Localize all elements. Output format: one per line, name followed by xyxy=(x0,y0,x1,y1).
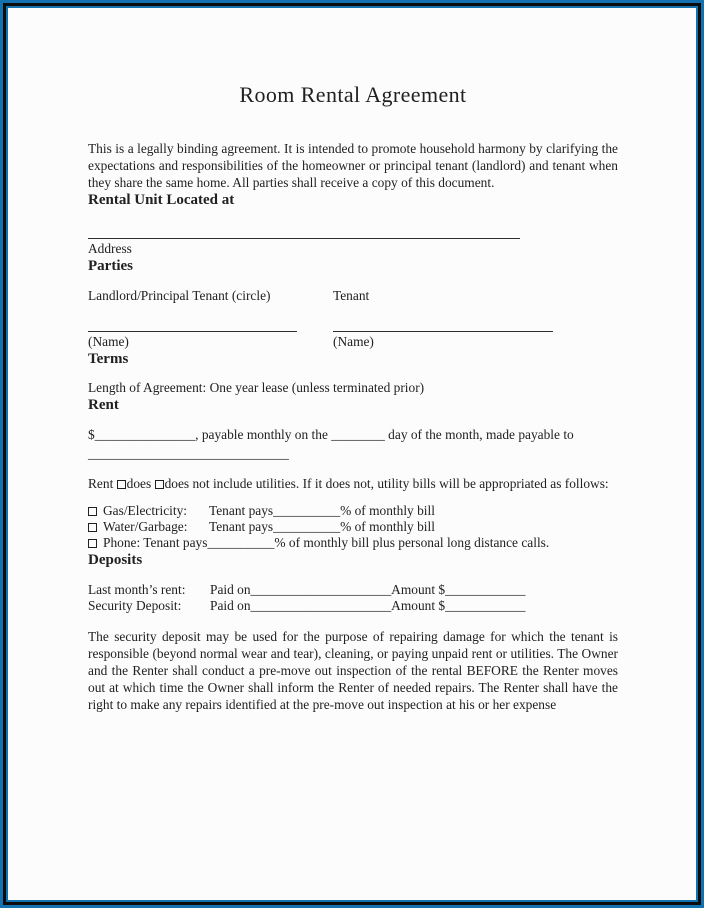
deposit-label: Security Deposit: xyxy=(88,598,182,613)
paid-on-text: Paid on xyxy=(210,582,251,597)
section-heading-deposits: Deposits xyxy=(88,552,143,568)
rent-amount-line xyxy=(88,426,618,443)
section-heading-terms: Terms xyxy=(88,351,129,367)
amount-blank: ____________ xyxy=(445,582,526,597)
paid-on-text: Paid on xyxy=(210,598,251,613)
amount-text: Amount $ xyxy=(391,598,446,613)
utility-row-water-garbage xyxy=(88,519,618,535)
document-title: Room Rental Agreement xyxy=(239,82,467,107)
rent-payee-blank-line: ______________________________ xyxy=(88,446,289,461)
percent-blank: __________ xyxy=(207,535,275,550)
rent-payable-text-1: , payable monthly on the xyxy=(195,427,332,442)
amount-text: Amount $ xyxy=(391,582,446,597)
does-option-label: does xyxy=(126,476,152,491)
deposit-row-security-deposit xyxy=(88,598,618,614)
deposit-label: Last month’s rent: xyxy=(88,582,186,597)
address-blank-line xyxy=(88,238,520,239)
tenant-name-blank-line xyxy=(333,331,553,332)
percent-suffix-text: % of monthly bill xyxy=(340,519,435,534)
section-heading-parties: Parties xyxy=(88,258,133,274)
length-of-agreement-text: Length of Agreement: One year lease (unless terminated prior) xyxy=(88,380,425,395)
amount-blank: ____________ xyxy=(445,598,526,613)
checkbox-phone-icon xyxy=(88,539,97,548)
tenant-pays-text: Tenant pays xyxy=(209,503,274,518)
paid-on-blank: _____________________ xyxy=(250,582,392,597)
tenant-label: Tenant xyxy=(333,288,370,303)
percent-suffix-text: % of monthly bill plus personal long distance calls. xyxy=(274,535,550,550)
landlord-name-blank-line xyxy=(88,331,297,332)
utility-row-phone xyxy=(88,535,618,551)
address-label: Address xyxy=(88,241,132,256)
utilities-intro-paragraph xyxy=(88,475,618,492)
utility-label: Gas/Electricity: xyxy=(103,503,188,518)
checkbox-gas-electricity-icon xyxy=(88,507,97,516)
section-heading-rental-unit: Rental Unit Located at xyxy=(88,192,235,208)
section-heading-rent: Rent xyxy=(88,397,119,413)
parties-columns xyxy=(88,288,618,350)
intro-paragraph: This is a legally binding agreement. It is intended to promote household harmony by clarifying the expectations and responsibilities of the homeowner or principal tenant (landlord) and tenant when they share the same home. All parties shall receive a copy of this document. xyxy=(88,141,618,190)
does-not-option-label: does not xyxy=(164,476,210,491)
deposits-list xyxy=(88,582,618,614)
utilities-intro-suffix: include utilities. If it does not, utility bills will be appropriated as follows: xyxy=(212,476,609,491)
tenant-column xyxy=(333,288,618,350)
rent-day-blank: ________ xyxy=(331,427,385,442)
tenant-name-label: (Name) xyxy=(333,334,374,349)
page-border-inner xyxy=(6,6,698,902)
percent-blank: __________ xyxy=(273,519,341,534)
security-deposit-paragraph: The security deposit may be used for the purpose of repairing damage for which the tenant is responsible (beyond normal wear and tear), cleaning, or paying unpaid rent or utilities. The Owner and the Renter shall conduct a pre-move out inspection of the rental BEFORE the Renter moves out at which time the Owner shall inform the Renter of needed repairs. The Renter shall have the right to make any repairs identified at the pre-move out inspection at his or her expense xyxy=(88,629,618,712)
deposit-row-last-months-rent xyxy=(88,582,618,598)
rent-payable-text-2: day of the month, made payable to xyxy=(384,427,574,442)
rent-amount-blank: _______________ xyxy=(94,427,196,442)
percent-suffix-text: % of monthly bill xyxy=(340,503,435,518)
utility-label: Water/Garbage: xyxy=(103,519,188,534)
landlord-column xyxy=(88,288,333,350)
tenant-pays-text: Tenant pays xyxy=(209,519,274,534)
landlord-label: Landlord/Principal Tenant (circle) xyxy=(88,288,271,303)
checkbox-does-icon xyxy=(117,480,126,489)
landlord-name-label: (Name) xyxy=(88,334,129,349)
paid-on-blank: _____________________ xyxy=(250,598,392,613)
checkbox-water-garbage-icon xyxy=(88,523,97,532)
page-border-black xyxy=(3,3,701,905)
rent-dollar-sign: $ xyxy=(88,427,95,442)
checkbox-does-not-icon xyxy=(155,480,164,489)
document-page xyxy=(8,8,696,900)
percent-blank: __________ xyxy=(273,503,341,518)
phone-label: Phone: Tenant pays xyxy=(103,535,208,550)
utility-checkbox-list xyxy=(88,503,618,551)
utilities-intro-prefix: Rent xyxy=(88,476,114,491)
utility-row-gas-electricity xyxy=(88,503,618,519)
